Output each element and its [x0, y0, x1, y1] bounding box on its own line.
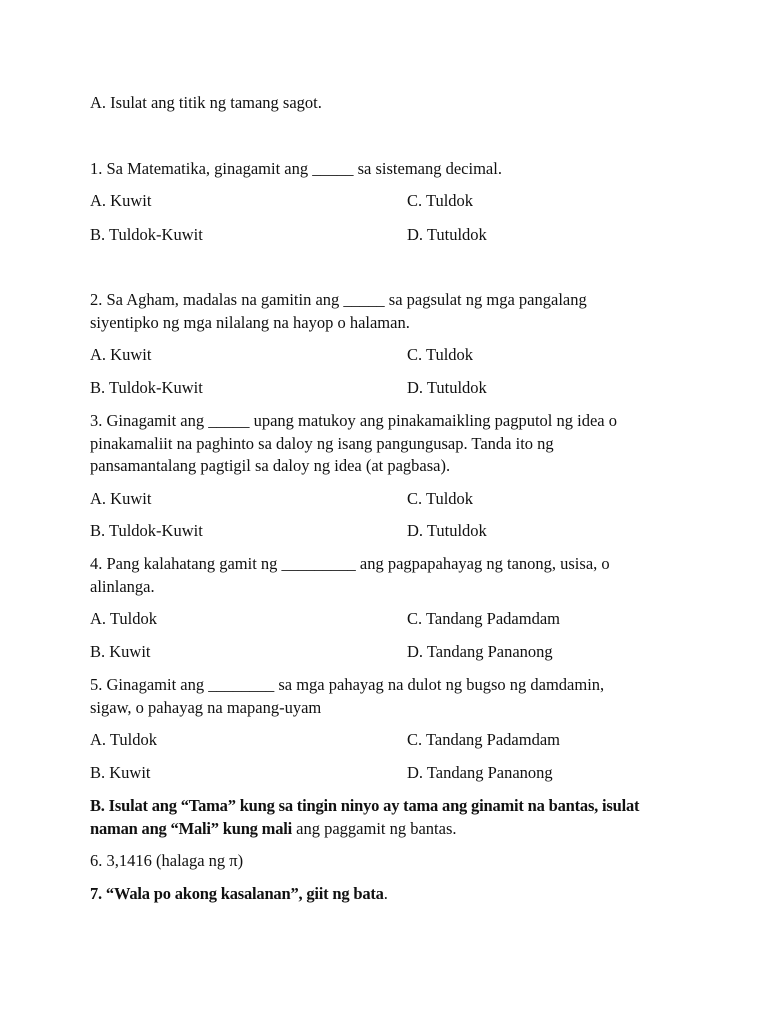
- question-2-stem-line-2: siyentipko ng mga nilalang na hayop o halaman.: [90, 313, 410, 332]
- question-1-choice-c: C. Tuldok: [407, 191, 474, 210]
- question-1-choice-a: A. Kuwit: [90, 191, 152, 210]
- question-3-choice-d: D. Tutuldok: [407, 521, 487, 540]
- item-7-period: .: [383, 884, 388, 903]
- question-2-stem-line-1: 2. Sa Agham, madalas na gamitin ang _____ sa pagsulat ng mga pangalang: [90, 290, 587, 309]
- question-4-choice-d: D. Tandang Pananong: [407, 642, 553, 661]
- instruction-b-line-1-text: B. Isulat ang “Tama” kung sa tingin ninyo ay tama ang ginamit na bantas, isulat: [90, 796, 640, 815]
- question-3-choice-a: A. Kuwit: [90, 489, 152, 508]
- item-7-bold: 7. “Wala po akong kasalanan”, giit ng bata: [90, 884, 384, 903]
- question-5-stem-line-1: 5. Ginagamit ang ________ sa mga pahayag na dulot ng bugso ng damdamin,: [90, 675, 605, 694]
- question-3-stem-line-2: pinakamaliit na paghinto sa daloy ng isang pangungusap. Tanda ito ng: [90, 434, 554, 453]
- question-2-choice-b: B. Tuldok-Kuwit: [90, 378, 203, 397]
- instruction-b-line-2-normal: ang paggamit ng bantas.: [292, 819, 457, 838]
- item-6: 6. 3,1416 (halaga ng π): [90, 851, 244, 870]
- instruction-a: A. Isulat ang titik ng tamang sagot.: [90, 93, 322, 112]
- question-5-stem-line-2: sigaw, o pahayag na mapang-uyam: [90, 698, 322, 717]
- question-5-choice-a: A. Tuldok: [90, 730, 157, 749]
- question-4-stem-line-1: 4. Pang kalahatang gamit ng _________ ang pagpapahayag ng tanong, usisa, o: [90, 554, 610, 573]
- question-2-choice-c: C. Tuldok: [407, 345, 474, 364]
- question-4-stem-line-2: alinlanga.: [90, 577, 155, 596]
- question-3-stem-line-1: 3. Ginagamit ang _____ upang matukoy ang pinakamaikling pagputol ng idea o: [90, 411, 617, 430]
- question-1-stem: 1. Sa Matematika, ginagamit ang _____ sa sistemang decimal.: [90, 159, 502, 178]
- instruction-b-line-1: [90, 795, 639, 817]
- instruction-b-line-2-bold: naman ang “Mali” kung mali: [90, 819, 293, 838]
- instruction-b-line-2: [90, 818, 457, 840]
- question-3-choice-b: B. Tuldok-Kuwit: [90, 521, 203, 540]
- item-7: [90, 883, 388, 905]
- question-3-stem-line-3: pansamantalang pagtigil sa daloy ng idea (at pagbasa).: [90, 456, 451, 475]
- question-2-choice-a: A. Kuwit: [90, 345, 152, 364]
- question-5-choice-c: C. Tandang Padamdam: [407, 730, 560, 749]
- question-4-choice-a: A. Tuldok: [90, 609, 157, 628]
- question-4-choice-b: B. Kuwit: [90, 642, 151, 661]
- question-5-choice-d: D. Tandang Pananong: [407, 763, 553, 782]
- question-1-choice-b: B. Tuldok-Kuwit: [90, 225, 203, 244]
- question-4-choice-c: C. Tandang Padamdam: [407, 609, 560, 628]
- question-1-choice-d: D. Tutuldok: [407, 225, 487, 244]
- question-2-choice-d: D. Tutuldok: [407, 378, 487, 397]
- question-3-choice-c: C. Tuldok: [407, 489, 474, 508]
- question-5-choice-b: B. Kuwit: [90, 763, 151, 782]
